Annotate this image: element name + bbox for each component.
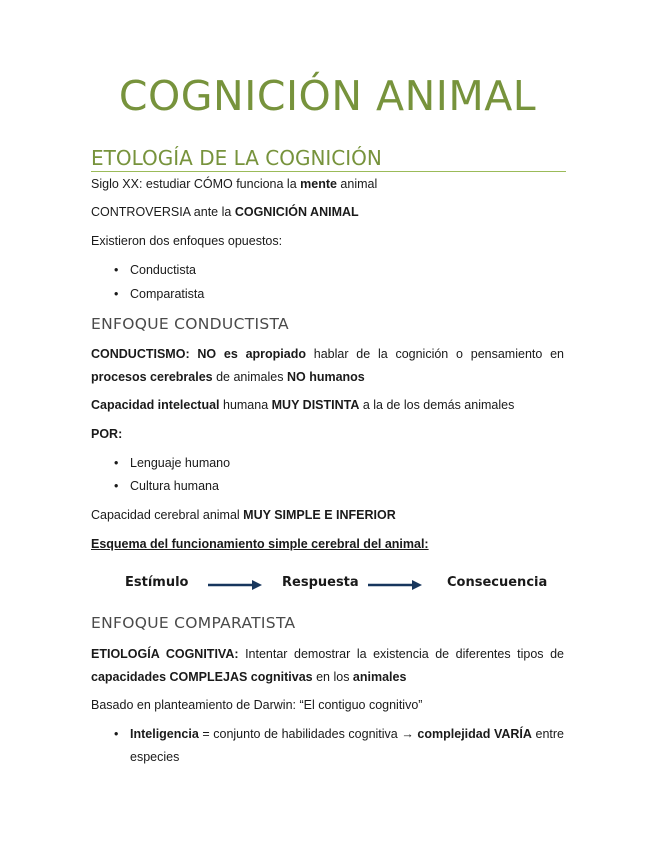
paragraph-siglo <box>91 173 564 196</box>
list-item-label: Lenguaje humano <box>130 456 231 470</box>
list-item <box>114 283 204 306</box>
list-item-label: Comparatista <box>130 287 205 301</box>
text-run-bold: Inteligencia <box>130 727 199 741</box>
scheme-diagram <box>91 568 566 598</box>
list-item <box>114 259 196 282</box>
list-item-label: Cultura humana <box>130 479 219 493</box>
text-run: de animales <box>212 370 287 384</box>
text-run-bold: ETIOLOGÍA COGNITIVA: <box>91 647 239 661</box>
paragraph-capacidad-intelectual <box>91 394 564 417</box>
text-run: a la de los demás animales <box>359 398 515 412</box>
text-run: CONTROVERSIA ante la <box>91 205 235 219</box>
paragraph-conductismo <box>91 343 564 389</box>
section-heading-etologia: ETOLOGÍA DE LA COGNICIÓN <box>91 146 566 172</box>
list-item-label <box>130 723 564 769</box>
text-run: en los <box>312 670 353 684</box>
text-run-bold: capacidades COMPLEJAS cognitivas <box>91 670 313 684</box>
bullet-icon: • <box>114 263 119 277</box>
paragraph-por <box>91 423 564 446</box>
text-run-bold: CONDUCTISMO: NO es apropiado <box>91 347 306 361</box>
text-run-bold: Capacidad intelectual <box>91 398 220 412</box>
text-run: Siglo XX: estudiar CÓMO funciona la <box>91 177 301 191</box>
section-heading-comparatista: ENFOQUE COMPARATISTA <box>91 614 296 632</box>
section-heading-conductista: ENFOQUE CONDUCTISTA <box>91 315 289 333</box>
scheme-step-estimulo: Estímulo <box>125 575 189 590</box>
list-item <box>114 452 230 475</box>
list-item <box>114 475 219 498</box>
document-title: COGNICIÓN ANIMAL <box>118 72 537 120</box>
scheme-step-respuesta: Respuesta <box>282 575 359 590</box>
text-run-bold: procesos cerebrales <box>91 370 213 384</box>
text-run: hablar de la cognición o pensamiento en <box>305 347 564 361</box>
bullet-icon: • <box>114 287 119 301</box>
text-run: humana <box>219 398 272 412</box>
arrow-right-icon <box>208 580 262 590</box>
text-run: Intentar demostrar la existencia de diferentes tipos de <box>238 647 564 661</box>
arrow-right-icon <box>368 580 422 590</box>
paragraph-etiologia <box>91 643 564 689</box>
text-run-bold: animales <box>352 670 407 684</box>
text-run-bold: COGNICIÓN ANIMAL <box>234 205 359 219</box>
text-run: animal <box>336 177 378 191</box>
paragraph-enfoques: Existieron dos enfoques opuestos: <box>91 234 283 248</box>
text-run-bold: complejidad VARÍA <box>413 727 532 741</box>
text-run-bold: NO humanos <box>286 370 365 384</box>
list-item-label: Conductista <box>130 263 197 277</box>
text-run-bold: mente <box>300 177 337 191</box>
text-run-bold-underline: Esquema del funcionamiento simple cerebral del animal: <box>91 537 429 551</box>
bullet-icon: • <box>114 479 119 493</box>
list-item <box>114 723 564 769</box>
paragraph-capacidad-cerebral <box>91 504 564 527</box>
paragraph-controversia <box>91 201 564 224</box>
text-run-bold: MUY DISTINTA <box>271 398 360 412</box>
bullet-icon: • <box>114 456 119 470</box>
text-run-bold: MUY SIMPLE E INFERIOR <box>243 508 396 522</box>
text-run: Capacidad cerebral animal <box>91 508 244 522</box>
scheme-step-consecuencia: Consecuencia <box>447 575 548 590</box>
text-run-bold: POR: <box>91 427 123 441</box>
paragraph-darwin: Basado en planteamiento de Darwin: “El contiguo cognitivo” <box>91 698 423 712</box>
bullet-icon: • <box>114 727 119 741</box>
text-run: = conjunto de habilidades cognitiva <box>198 727 402 741</box>
text-run: entre especies <box>130 727 564 764</box>
paragraph-esquema <box>91 533 564 556</box>
arrow-right-icon: → <box>401 727 414 741</box>
